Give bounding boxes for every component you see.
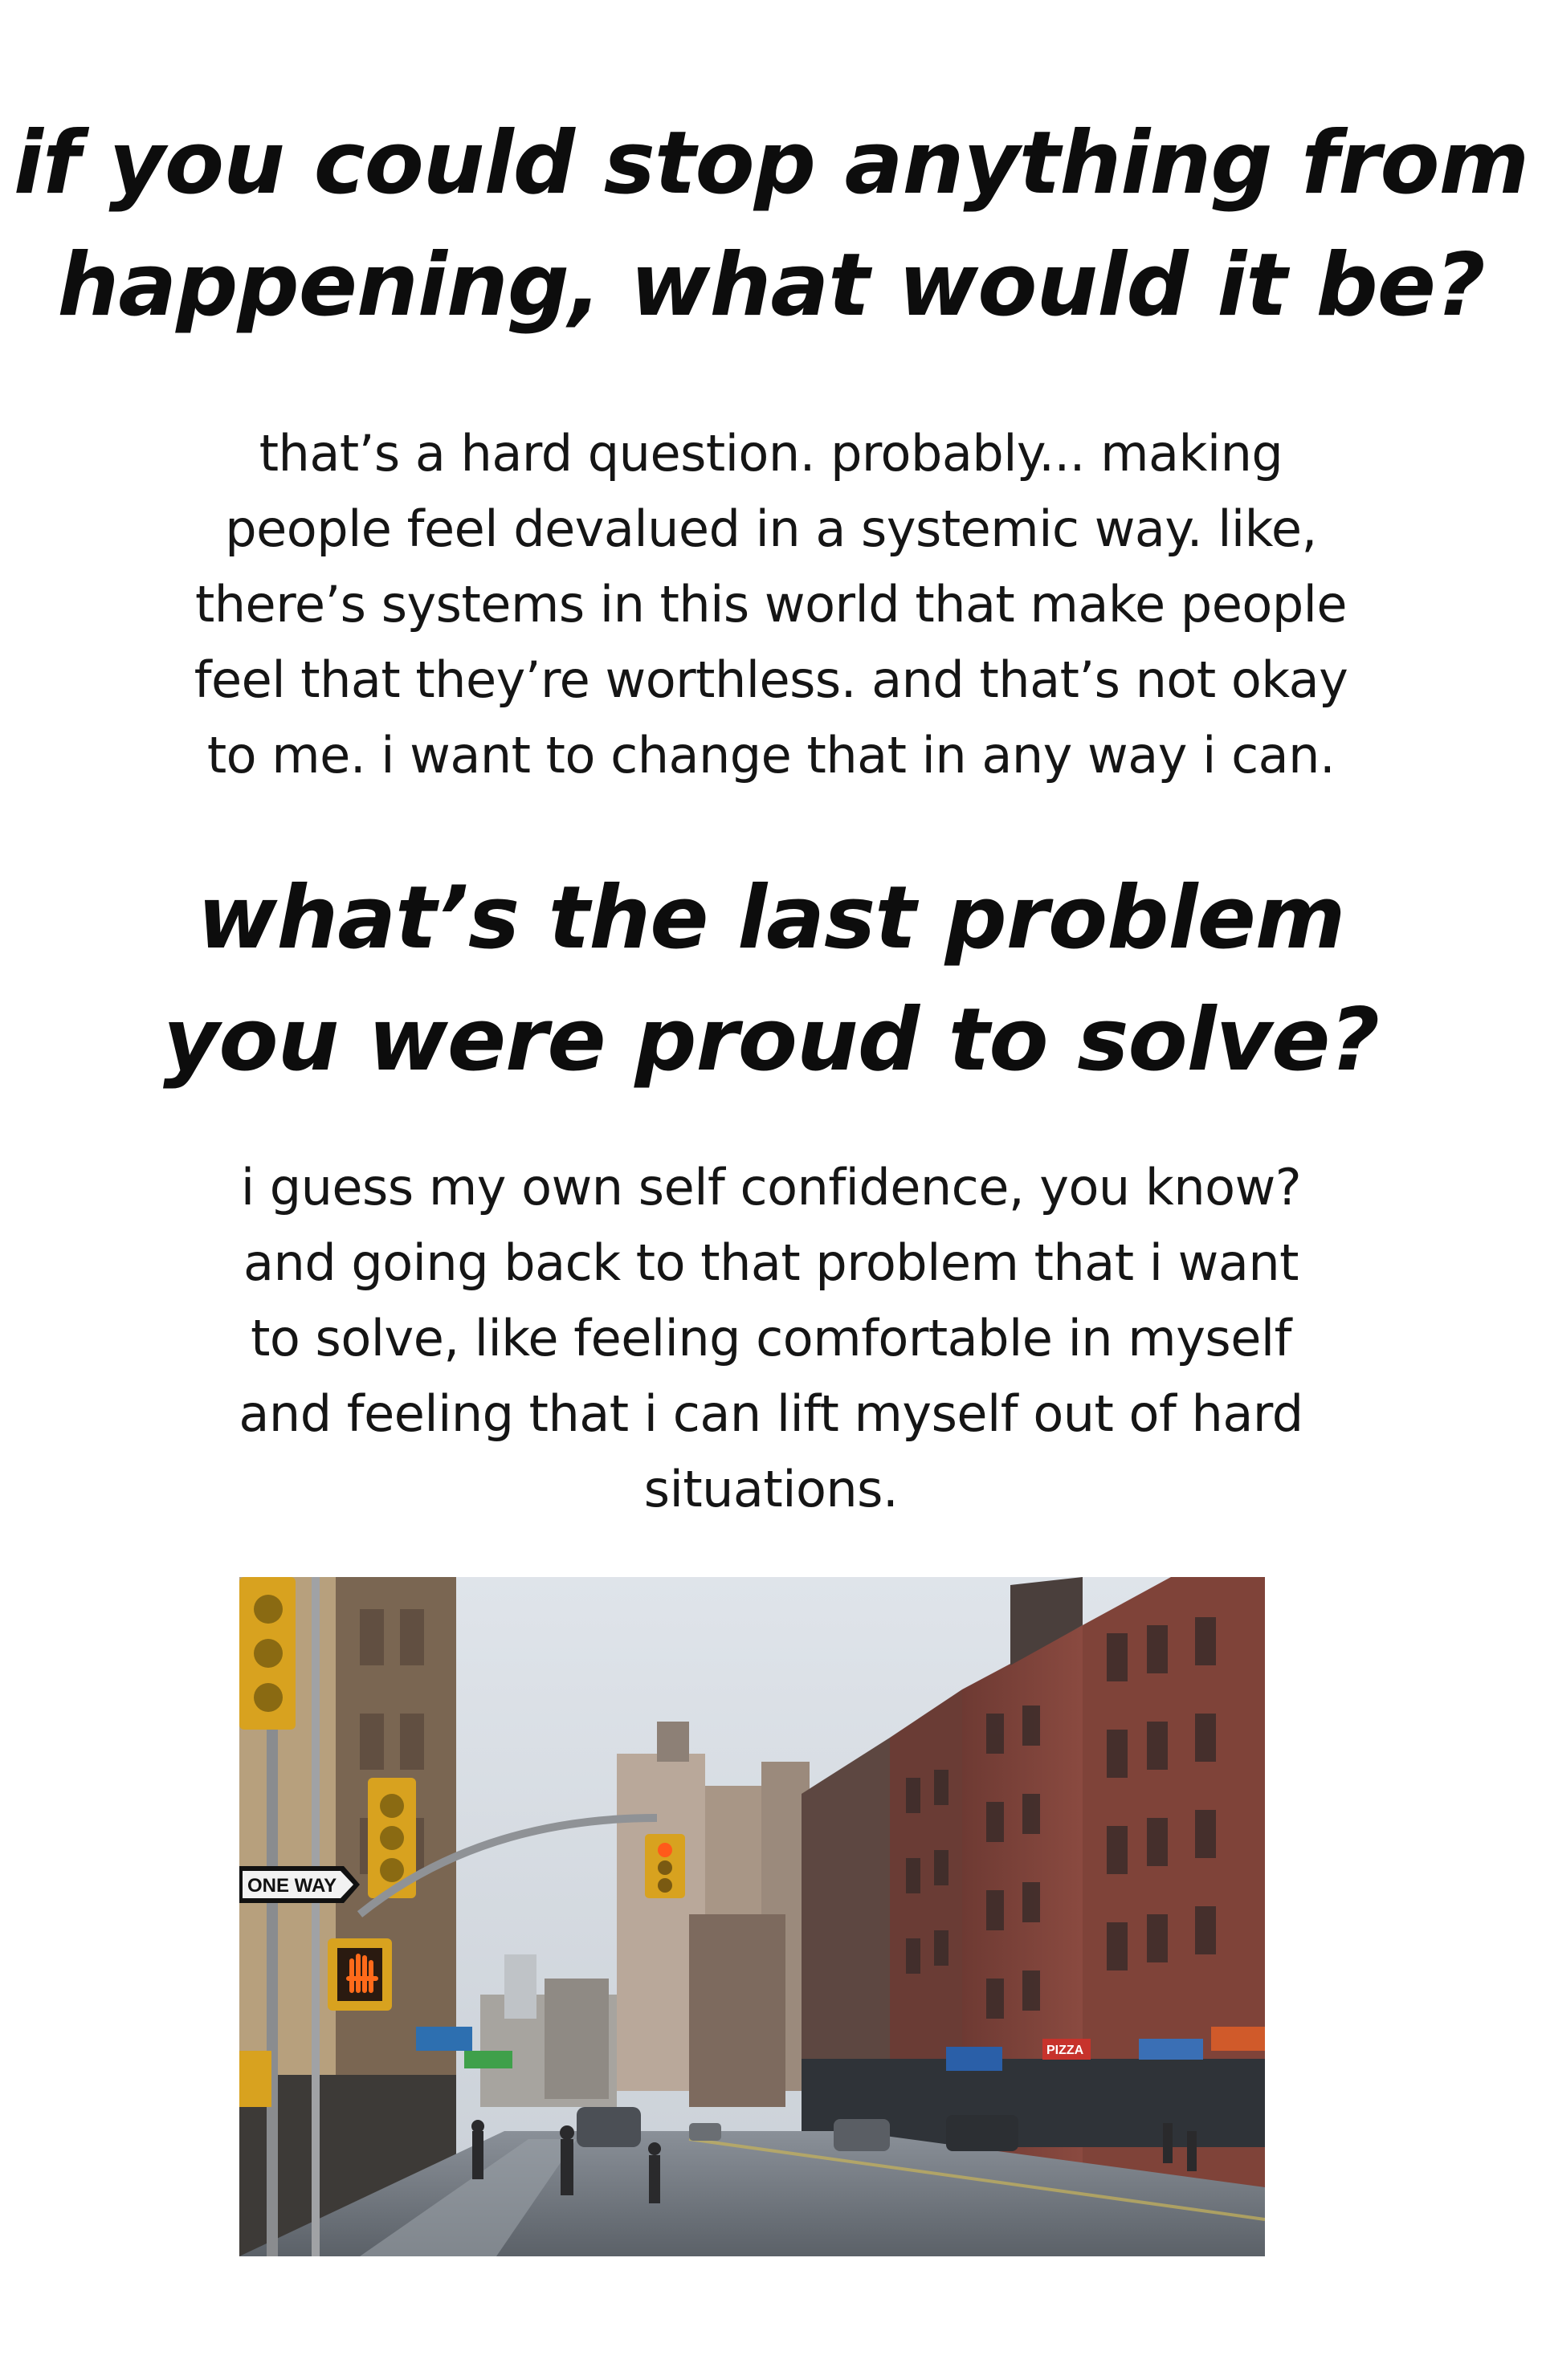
answer-2-line-4: and feeling that i can lift myself out of hard bbox=[239, 1384, 1303, 1443]
answer-2-line-1: i guess my own self confidence, you know? bbox=[240, 1158, 1302, 1216]
answer-paragraph-1 bbox=[0, 416, 1542, 793]
street-photo bbox=[239, 1577, 1265, 2256]
question-2-line-2: you were proud to solve? bbox=[163, 990, 1379, 1090]
answer-2-line-3: to solve, like feeling comfortable in myself bbox=[251, 1309, 1291, 1367]
answer-1-line-1: that’s a hard question. probably... making bbox=[259, 424, 1283, 483]
answer-1-line-4: feel that they’re worthless. and that’s not okay bbox=[194, 650, 1348, 709]
answer-2-line-2: and going back to that problem that i want bbox=[243, 1233, 1299, 1292]
answer-1-line-3: there’s systems in this world that make people bbox=[194, 575, 1348, 634]
question-1-line-2: happening, what would it be? bbox=[57, 235, 1485, 336]
street-photo-illustration bbox=[239, 1577, 1265, 2256]
question-heading-1 bbox=[0, 103, 1542, 347]
answer-1-line-5: to me. i want to change that in any way i can. bbox=[206, 726, 1336, 785]
answer-paragraph-2 bbox=[0, 1150, 1542, 1527]
question-1-line-1: if you could stop anything from bbox=[13, 113, 1529, 214]
question-heading-2 bbox=[0, 858, 1542, 1102]
answer-1-line-2: people feel devalued in a systemic way. like, bbox=[225, 499, 1317, 558]
answer-2-line-5: situations. bbox=[643, 1460, 899, 1518]
one-way-label: ONE WAY bbox=[247, 1875, 337, 1897]
pizza-sign: PIZZA bbox=[1046, 2044, 1084, 2057]
question-2-line-1: what’s the last problem bbox=[197, 868, 1345, 968]
